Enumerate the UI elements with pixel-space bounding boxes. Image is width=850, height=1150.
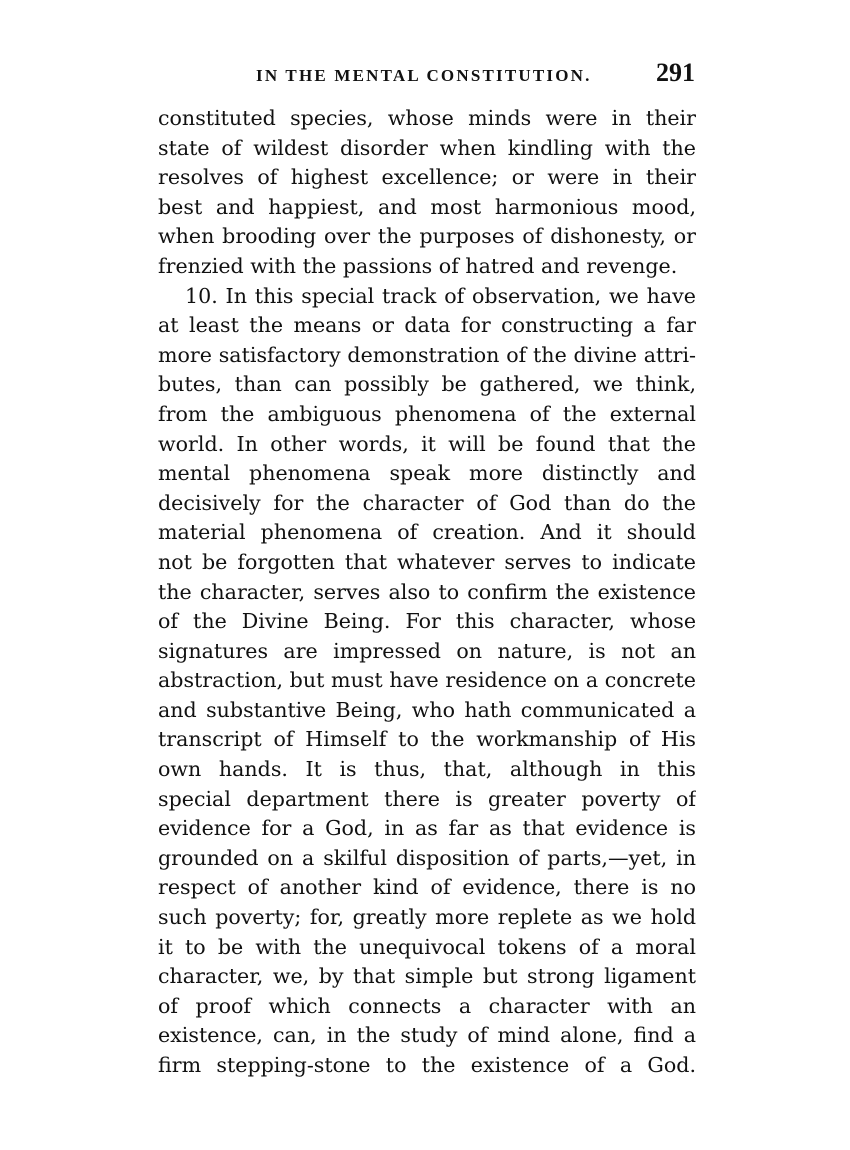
text-line: state of wildest disorder when kindling with the [158,135,696,160]
body-text [158,104,696,1081]
text-line: resolves of highest excellence; or were in their [158,165,696,190]
text-line: firm stepping-stone to the existence of a God. [158,1053,696,1077]
text-line: of the Divine Being. For this character, whose [158,609,696,634]
text-line: own hands. It is thus, that, although in this [158,757,696,782]
text-line: mental phenomena speak more distinctly and [158,461,696,486]
text-line: material phenomena of creation. And it should [158,520,696,545]
text-line: from the ambiguous phenomena of the external [158,401,696,426]
text-line: when brooding over the purposes of dishonesty, or [158,224,696,249]
text-line: 10. In this special track of observation, we have [185,283,696,308]
text-line: such poverty; for, greatly more replete as we hold [158,905,696,930]
text-line: butes, than can possibly be gathered, we think, [158,372,696,397]
text-line: frenzied with the passions of hatred and revenge. [158,253,678,278]
page-number: 291 [656,58,695,87]
text-line: the character, serves also to confirm the existence [158,579,696,604]
text-line: grounded on a skilful disposition of parts,—yet, in [158,845,696,870]
text-line: world. In other words, it will be found that the [158,431,696,456]
running-title: IN THE MENTAL CONSTITUTION. [256,66,592,85]
text-line: existence, can, in the study of mind alone, find a [158,1023,696,1048]
text-line: special department there is greater poverty of [158,786,696,811]
text-line: decisively for the character of God than do the [158,490,696,515]
running-head [160,58,695,92]
text-line: abstraction, but must have residence on a concrete [158,668,696,693]
text-line: signatures are impressed on nature, is not an [158,638,696,663]
text-line: it to be with the unequivocal tokens of a moral [158,934,696,959]
text-line: transcript of Himself to the workmanship of His [158,727,696,752]
text-line: more satisfactory demonstration of the divine attri- [158,342,696,367]
text-line: respect of another kind of evidence, there is no [158,875,696,900]
text-line: constituted species, whose minds were in their [158,106,696,130]
text-line: at least the means or data for constructing a far [158,313,696,338]
text-line: best and happiest, and most harmonious mood, [158,194,696,219]
text-line: evidence for a God, in as far as that evidence is [158,816,696,841]
text-line: and substantive Being, who hath communicated a [158,697,696,722]
text-line: character, we, by that simple but strong ligament [158,964,696,989]
text-line: not be forgotten that whatever serves to indicate [158,549,696,574]
text-line: of proof which connects a character with an [158,993,696,1018]
